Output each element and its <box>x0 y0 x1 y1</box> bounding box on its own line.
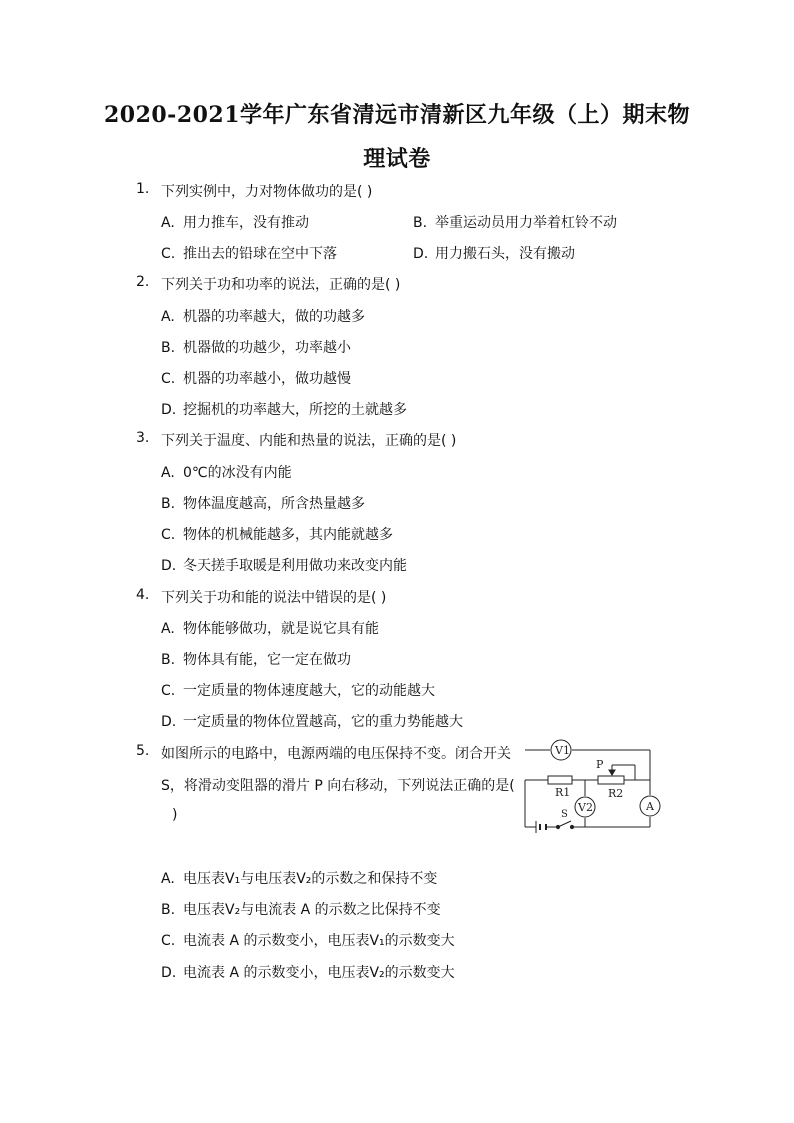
svg-text:R1: R1 <box>555 786 571 799</box>
question-stem-line3: ) <box>172 807 178 823</box>
option-label: A. <box>161 465 175 481</box>
svg-text:P: P <box>596 758 604 771</box>
circuit-diagram <box>520 738 665 833</box>
option-5b <box>161 899 441 919</box>
option-5c <box>161 930 455 950</box>
option-label: B. <box>413 215 428 231</box>
battery-icon <box>536 821 546 833</box>
option-text: 推出去的铅球在空中下落 <box>183 246 337 262</box>
resistor-r1 <box>548 776 572 799</box>
svg-text:R2: R2 <box>608 787 624 800</box>
option-text: 电流表 A 的示数变小，电压表V₂的示数变大 <box>183 965 455 981</box>
option-2a <box>161 306 365 326</box>
voltmeter-v1 <box>551 740 571 760</box>
option-text: 举重运动员用力举着杠铃不动 <box>435 215 617 231</box>
option-label: B. <box>161 652 176 668</box>
question-stem: 下列关于功和功率的说法，正确的是( ) <box>161 277 401 293</box>
question-stem-line2: S，将滑动变阻器的滑片 P 向右移动，下列说法正确的是( <box>161 778 515 794</box>
option-2b <box>161 337 351 357</box>
option-label: A. <box>161 621 175 637</box>
option-text: 挖掘机的功率越大，所挖的土就越多 <box>183 402 407 418</box>
page-title-line2: 理试卷 <box>363 146 431 172</box>
svg-text:V1: V1 <box>555 744 570 757</box>
ammeter-a <box>640 796 660 816</box>
option-label: D. <box>161 965 177 981</box>
page-title-line1: 2020-2021学年广东省清远市清新区九年级（上）期末物 <box>103 102 691 128</box>
option-1a <box>161 212 309 232</box>
option-1d <box>413 243 575 263</box>
option-4c <box>161 680 435 700</box>
option-text: 用力推车，没有推动 <box>183 215 309 231</box>
option-label: C. <box>161 371 176 387</box>
option-4a <box>161 618 379 638</box>
option-3d <box>161 555 407 575</box>
question-stem: 下列关于温度、内能和热量的说法，正确的是( ) <box>161 433 457 449</box>
question-stem: 下列关于功和能的说法中错误的是( ) <box>161 590 387 606</box>
option-text: 机器的功率越大，做的功越多 <box>183 309 365 325</box>
option-4d <box>161 711 463 731</box>
option-label: A. <box>161 871 175 887</box>
option-label: D. <box>161 558 177 574</box>
option-3c <box>161 524 393 544</box>
option-text: 电压表V₂与电流表 A 的示数之比保持不变 <box>183 902 441 918</box>
option-label: A. <box>161 309 175 325</box>
question-number: 5. <box>136 743 150 759</box>
option-1b <box>413 212 617 232</box>
option-4b <box>161 649 351 669</box>
question-number: 4. <box>136 587 150 603</box>
question-number: 2. <box>136 274 150 290</box>
option-label: B. <box>161 496 176 512</box>
option-label: D. <box>413 246 429 262</box>
option-text: 物体具有能，它一定在做功 <box>183 652 351 668</box>
option-text: 物体的机械能越多，其内能就越多 <box>183 527 393 543</box>
option-text: 冬天搓手取暖是利用做功来改变内能 <box>183 558 407 574</box>
switch-s <box>556 809 573 829</box>
option-text: 电流表 A 的示数变小，电压表V₁的示数变大 <box>183 933 455 949</box>
question-number: 1. <box>136 181 150 197</box>
option-text: 机器的功率越小，做功越慢 <box>183 371 351 387</box>
option-label: A. <box>161 215 175 231</box>
option-label: C. <box>161 933 176 949</box>
option-text: 电压表V₁与电压表V₂的示数之和保持不变 <box>183 871 438 887</box>
option-text: 机器做的功越少，功率越小 <box>183 340 351 356</box>
voltmeter-v2 <box>575 797 595 817</box>
question-stem-line1: 如图所示的电路中，电源两端的电压保持不变。闭合开关 <box>161 746 511 762</box>
svg-text:S: S <box>561 809 568 820</box>
option-text: 0℃的冰没有内能 <box>183 465 292 481</box>
svg-text:V2: V2 <box>578 801 593 814</box>
svg-text:A: A <box>646 800 654 813</box>
rheostat-r2 <box>598 776 624 800</box>
question-number: 3. <box>136 430 150 446</box>
option-label: B. <box>161 340 176 356</box>
option-label: C. <box>161 246 176 262</box>
option-5d <box>161 962 455 982</box>
option-text: 用力搬石头，没有搬动 <box>435 246 575 262</box>
option-5a <box>161 868 437 888</box>
option-text: 物体温度越高，所含热量越多 <box>183 496 365 512</box>
option-3a <box>161 462 292 482</box>
option-2c <box>161 368 351 388</box>
option-label: C. <box>161 527 176 543</box>
slider-p <box>596 758 615 775</box>
option-label: B. <box>161 902 176 918</box>
option-3b <box>161 493 365 513</box>
option-text: 一定质量的物体速度越大，它的动能越大 <box>183 683 435 699</box>
option-label: D. <box>161 402 177 418</box>
option-text: 物体能够做功，就是说它具有能 <box>183 621 379 637</box>
option-text: 一定质量的物体位置越高，它的重力势能越大 <box>183 714 463 730</box>
option-label: D. <box>161 714 177 730</box>
option-2d <box>161 399 407 419</box>
circuit-wires <box>525 750 650 827</box>
option-label: C. <box>161 683 176 699</box>
option-1c <box>161 243 337 263</box>
question-stem: 下列实例中，力对物体做功的是( ) <box>161 184 373 200</box>
